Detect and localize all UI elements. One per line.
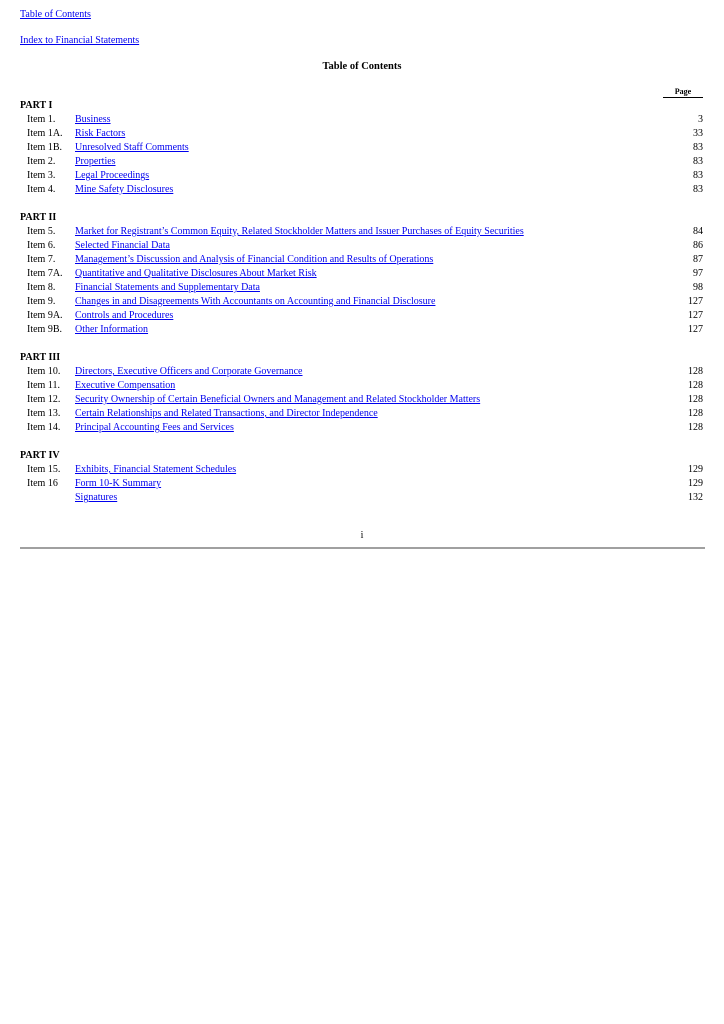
- toc-list: [20, 99, 703, 505]
- page-ref: 129: [688, 464, 703, 475]
- section-spacer: [20, 337, 703, 351]
- item-number: Item 1.: [27, 114, 56, 125]
- page-ref: 33: [693, 128, 703, 139]
- item-number: Item 1B.: [27, 142, 62, 153]
- page-ref: 128: [688, 408, 703, 419]
- item-number: Item 6.: [27, 240, 56, 251]
- page-ref: 83: [693, 142, 703, 153]
- toc-item-link[interactable]: Directors, Executive Officers and Corporate Governance: [75, 366, 303, 377]
- toc-item-link[interactable]: Risk Factors: [75, 128, 126, 139]
- table-of-contents-link[interactable]: Table of Contents: [20, 9, 91, 20]
- page-ref: 3: [698, 114, 703, 125]
- toc-row: [20, 421, 703, 435]
- page-ref: 127: [688, 324, 703, 335]
- page-ref: 98: [693, 282, 703, 293]
- toc-item-link[interactable]: Legal Proceedings: [75, 170, 150, 181]
- page-ref: 132: [688, 492, 703, 503]
- page-ref: 128: [688, 422, 703, 433]
- toc-item-link[interactable]: Signatures: [75, 492, 118, 503]
- toc-row: [20, 183, 703, 197]
- page-divider: [20, 547, 705, 549]
- item-number: Item 10.: [27, 366, 61, 377]
- toc-row: [20, 267, 703, 281]
- page-ref: 86: [693, 240, 703, 251]
- toc-row: [20, 155, 703, 169]
- toc-row: [20, 113, 703, 127]
- item-number: Item 7A.: [27, 268, 63, 279]
- toc-row: [20, 141, 703, 155]
- toc-item-link[interactable]: Form 10-K Summary: [75, 478, 162, 489]
- toc-row: [20, 225, 703, 239]
- toc-row: [20, 491, 703, 505]
- item-number: Item 8.: [27, 282, 56, 293]
- item-number: Item 9B.: [27, 324, 62, 335]
- index-to-financial-statements-link[interactable]: Index to Financial Statements: [20, 35, 140, 46]
- page-ref: 128: [688, 380, 703, 391]
- page-ref: 129: [688, 478, 703, 489]
- part-heading: PART III: [20, 352, 61, 363]
- item-number: Item 2.: [27, 156, 56, 167]
- section-spacer: [20, 197, 703, 211]
- page-ref: 127: [688, 296, 703, 307]
- page-column-header: Page: [663, 87, 703, 98]
- page-ref: 83: [693, 156, 703, 167]
- toc-row: [20, 169, 703, 183]
- toc-item-link[interactable]: Selected Financial Data: [75, 240, 170, 251]
- toc-row: [20, 379, 703, 393]
- toc-row: [20, 127, 703, 141]
- page-ref: 84: [693, 226, 703, 237]
- item-number: Item 13.: [27, 408, 61, 419]
- item-number: Item 5.: [27, 226, 56, 237]
- item-number: Item 4.: [27, 184, 56, 195]
- toc-item-link[interactable]: Financial Statements and Supplementary Data: [75, 282, 260, 293]
- item-number: Item 12.: [27, 394, 61, 405]
- section-spacer: [20, 435, 703, 449]
- page-ref: 87: [693, 254, 703, 265]
- toc-item-link[interactable]: Principal Accounting Fees and Services: [75, 422, 234, 433]
- page-title: Table of Contents: [322, 61, 402, 72]
- toc-row: [20, 295, 703, 309]
- toc-item-link[interactable]: Exhibits, Financial Statement Schedules: [75, 464, 237, 475]
- toc-row: [20, 393, 703, 407]
- toc-item-link[interactable]: Changes in and Disagreements With Accountants on Accounting and Financial Disclosure: [75, 296, 436, 307]
- toc-item-link[interactable]: Executive Compensation: [75, 380, 176, 391]
- toc-item-link[interactable]: Other Information: [75, 324, 149, 335]
- toc-row: [20, 365, 703, 379]
- toc-item-link[interactable]: Unresolved Staff Comments: [75, 142, 189, 153]
- toc-item-link[interactable]: Management’s Discussion and Analysis of Financial Condition and Results of Operations: [75, 254, 434, 265]
- toc-row: [20, 407, 703, 421]
- toc-item-link[interactable]: Controls and Procedures: [75, 310, 174, 321]
- page-ref: 83: [693, 170, 703, 181]
- page-ref: 127: [688, 310, 703, 321]
- part-heading: PART IV: [20, 450, 60, 461]
- item-number: Item 16: [27, 478, 58, 489]
- toc-row: [20, 463, 703, 477]
- toc-row: [20, 477, 703, 491]
- page-ref: 83: [693, 184, 703, 195]
- toc-row: [20, 309, 703, 323]
- item-number: Item 15.: [27, 464, 61, 475]
- toc-item-link[interactable]: Market for Registrant’s Common Equity, Related Stockholder Matters and Issuer Purchases of Equity Securities: [75, 226, 524, 237]
- item-number: Item 7.: [27, 254, 56, 265]
- item-number: Item 14.: [27, 422, 61, 433]
- toc-row: [20, 253, 703, 267]
- item-number: Item 11.: [27, 380, 60, 391]
- page-number: i: [360, 530, 364, 541]
- page-ref: 128: [688, 366, 703, 377]
- page-ref: 128: [688, 394, 703, 405]
- toc-item-link[interactable]: Business: [75, 114, 111, 125]
- item-number: Item 1A.: [27, 128, 63, 139]
- item-number: Item 3.: [27, 170, 56, 181]
- page-ref: 97: [693, 268, 703, 279]
- item-number: Item 9.: [27, 296, 56, 307]
- toc-item-link[interactable]: Security Ownership of Certain Beneficial Owners and Management and Related Stockholder Matters: [75, 394, 481, 405]
- part-heading: PART I: [20, 100, 53, 111]
- toc-item-link[interactable]: Quantitative and Qualitative Disclosures About Market Risk: [75, 268, 317, 279]
- toc-row: [20, 239, 703, 253]
- toc-row: [20, 323, 703, 337]
- part-heading: PART II: [20, 212, 57, 223]
- toc-row: [20, 281, 703, 295]
- toc-item-link[interactable]: Mine Safety Disclosures: [75, 184, 174, 195]
- toc-item-link[interactable]: Certain Relationships and Related Transactions, and Director Independence: [75, 408, 378, 419]
- item-number: Item 9A.: [27, 310, 63, 321]
- toc-item-link[interactable]: Properties: [75, 156, 116, 167]
